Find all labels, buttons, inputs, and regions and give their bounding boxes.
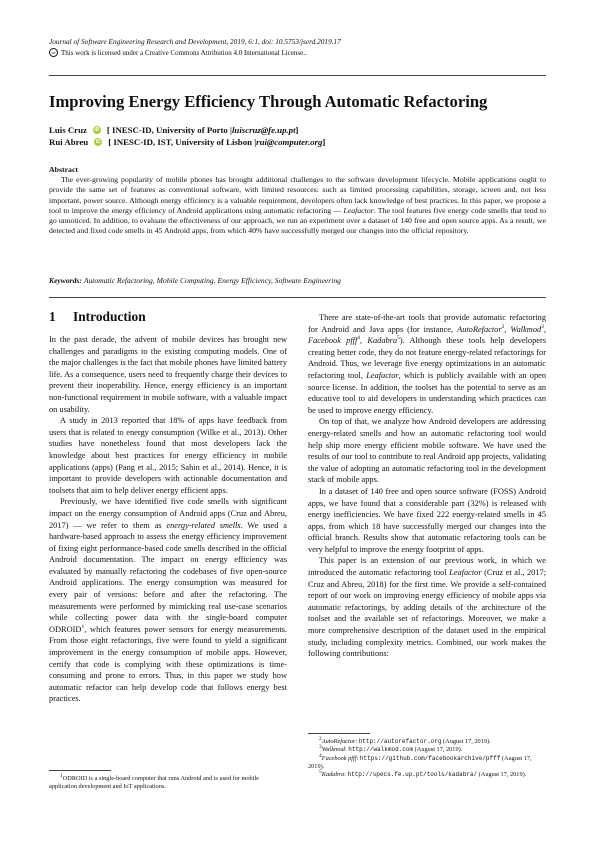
license-line — [49, 48, 307, 57]
abstract-text: The ever-growing popularity of mobile phones has brought additional challenges to the software development lifecycle. Mobile applications ought to provide the same set of features as conventional software, with limited resources: such as limited processing capabilities, storage, screen and, not less important, power source. Although energy efficiency is a valuable requirement, developers often lack knowledge of best practices. In this paper, we propose a tool to improve the energy efficiency of Android applications using automatic refactoring — Leafactor. The tool features five energy code smells that tend to go unnoticed. In addition, to evaluate the effectiveness of our approach, we run an experiment over a dataset of 140 free and open source apps. As a result, we detected and fixed code smells in 45 Android apps, from which 40% have successfully merged our changes into the official repository. — [49, 175, 547, 236]
right-footnotes — [308, 733, 546, 779]
orcid-icon[interactable]: iD — [94, 127, 100, 133]
paper-title: Improving Energy Efficiency Through Automatic Refactoring — [49, 92, 488, 111]
footnote-ref[interactable]: 5 — [397, 335, 400, 342]
keywords-list: Automatic Refactoring, Mobile Computing, Energy Efficiency, Software Engineering — [83, 276, 341, 285]
keywords — [49, 276, 341, 285]
journal-citation: Journal of Software Engineering Research and Development, 2019, 6:1, doi: 10.5753/jserd.2019.17 — [49, 37, 341, 46]
paragraph: This paper is an extension of our previous work, in which we introduced the automatic refactoring tool Leafactor (Cruz et al., 2017; Cruz and Abreu, 2018) for the first time. We provide a self-contained report of our work on improving energy efficiency of mobile apps via automatic refactorings, by adding details of the architecture of the toolset and the available set of refactorings. Moreover, we make a more comprehensive description of the dataset used in the empirical study, including complexity metrics. Combined, our work makes the following contributions: — [308, 556, 547, 659]
footnote: 5Kadabra: http://specs.fe.up.pt/tools/kadabra/ (August 17, 2019). — [319, 769, 527, 779]
creative-commons-icon: cc — [49, 48, 58, 57]
paragraph: In the past decade, the advent of mobile devices has brought new challenges and paradigms to the existing computing models. One of the major challenges is the fact that mobile phones have limited battery life. As a consequence, users need to frequently charge their devices to prevent their inoperability. Hence, energy efficiency is an important non-functional requirement in mobile software, with a valuable impact on usability. — [49, 335, 287, 414]
section-title: Introduction — [73, 309, 146, 324]
right-column — [308, 312, 546, 660]
footnote-ref[interactable]: 4 — [357, 335, 361, 342]
footnote-link[interactable]: http://specs.fe.up.pt/tools/kadabra/ — [347, 771, 478, 779]
author-name: Rui Abreu — [49, 137, 89, 147]
keywords-label: Keywords: — [49, 276, 82, 285]
left-footnotes — [49, 770, 287, 792]
footnote-ref[interactable]: 1 — [81, 624, 85, 631]
footnote: 2AutoRefactor: http://autorefactor.org (August 17, 2019). — [319, 735, 491, 745]
license-text[interactable]: This work is licensed under a Creative Commons Attribution 4.0 International License.. — [61, 48, 307, 57]
author-email[interactable]: luiscruz@fe.up.pt — [231, 125, 296, 135]
footnote: 3Walkmod: http://walkmod.com (August 17, 2019). — [319, 744, 463, 754]
footnote-link[interactable]: http://autorefactor.org — [358, 738, 442, 745]
abstract-divider — [49, 297, 546, 298]
footnote-ref[interactable]: 2 — [501, 323, 505, 330]
footnote-link[interactable]: https://github.com/facebookarchive/pfff — [359, 754, 501, 762]
footnote-rule — [49, 770, 111, 771]
abstract-heading: Abstract — [49, 165, 79, 174]
left-column — [49, 334, 287, 705]
paragraph: In a dataset of 140 free and open source software (FOSS) Android apps, we have found that a considerable part (32%) is released with energy inefficiencies. We have fixed 222 energy-related smells in 45 apps, from which 18 have successfully merged our changes into the official branch. Results show that automatic refactoring tools can be very helpful to improve the energy footprint of apps. — [308, 486, 546, 554]
author-affiliation: [ INESC-ID, IST, University of Lisbon | — [108, 137, 257, 147]
paragraph: On top of that, we analyze how Android developers are addressing energy-related smells and how an automatic refactoring tool would help ship more energy efficient mobile software. We have used the results of our tool to contribute to real Android app projects, validating the value of adopting an automatic refactoring tool in the development stack of mobile apps. — [308, 417, 546, 485]
paragraph: Previously, we have identified five code smells with significant impact on the energy consumption of Android apps (Cruz and Abreu, 2017) — we refer to them as energy-related smells. We used a hardware-based approach to assess the energy efficiency improvement of fixing eight performance-based code smells described in the official Android documentation. The impact on energy efficiency was evaluated by manually refactoring the codebases of five open-source Android applications. The energy consumption was measured for every pair of versions: before and after the refactoring. The measurements were performed by mimicking real use-case scenarios while collecting power data with the single-board computer ODROID$^1$, which features power sensors for energy measurements. From those eight refactorings, five were found to yield a significant improvement in the energy consumption of mobile apps. However, certify that code is complying with these optimizations is time-consuming and prone to errors. Thus, in this paper we study how automatic refactor can help develop code that follows energy best practices. — [49, 497, 287, 704]
paragraph: A study in 2013 reported that 18% of apps have feedback from users that is related to energy consumption (Wilke et al., 2013). Other studies have nonetheless found that most developers lack the knowledge about best practices for energy efficiency in mobile applications (apps) (Pang et al., 2015; Sahin et al., 2014). Hence, it is important to provide developers with actionable documentation and toolsets that aim to help deliver energy efficient apps. — [49, 416, 287, 495]
section-heading — [49, 309, 146, 325]
author-line-2 — [49, 137, 325, 147]
orcid-icon[interactable]: iD — [95, 139, 101, 145]
footnote-ref[interactable]: 3 — [541, 323, 544, 330]
author-email[interactable]: rui@computer.org — [256, 137, 323, 147]
footnote-list — [308, 735, 546, 779]
author-name: Luis Cruz — [49, 125, 87, 135]
footnote: 4Facebook pfff: https://github.com/facebookarchive/pfff (August 17, 2019). — [308, 752, 532, 770]
paragraph: There are state-of-the-art tools that provide automatic refactoring for Android and Java apps (for instance, AutoRefactor$^2$, Walkmod$^3$, Facebook pfff$^4$, Kadabra$^5$). Although these tools help developers creating better code, they do not feature energy-related refactorings for Android. Thus, we leverage five energy optimizations in an automatic refactoring tool, Leafactor, which is publicly available with an open source license. In addition, the toolset has the potential to serve as an educative tool to aid developers in understanding which practices can be used to improve energy efficiency. — [308, 313, 547, 415]
author-bracket: ] — [295, 125, 299, 135]
author-affiliation: [ INESC-ID, University of Porto | — [106, 125, 232, 135]
author-line-1 — [49, 125, 298, 135]
section-number: 1 — [49, 309, 56, 324]
header-divider — [49, 75, 546, 76]
footnote-link[interactable]: http://walkmod.com — [348, 746, 414, 754]
author-bracket: ] — [322, 137, 326, 147]
footnote-rule — [308, 733, 370, 734]
footnote: 1ODROID is a single-board computer that runs Android and is used for mobile application development and IoT applications. — [49, 772, 259, 791]
